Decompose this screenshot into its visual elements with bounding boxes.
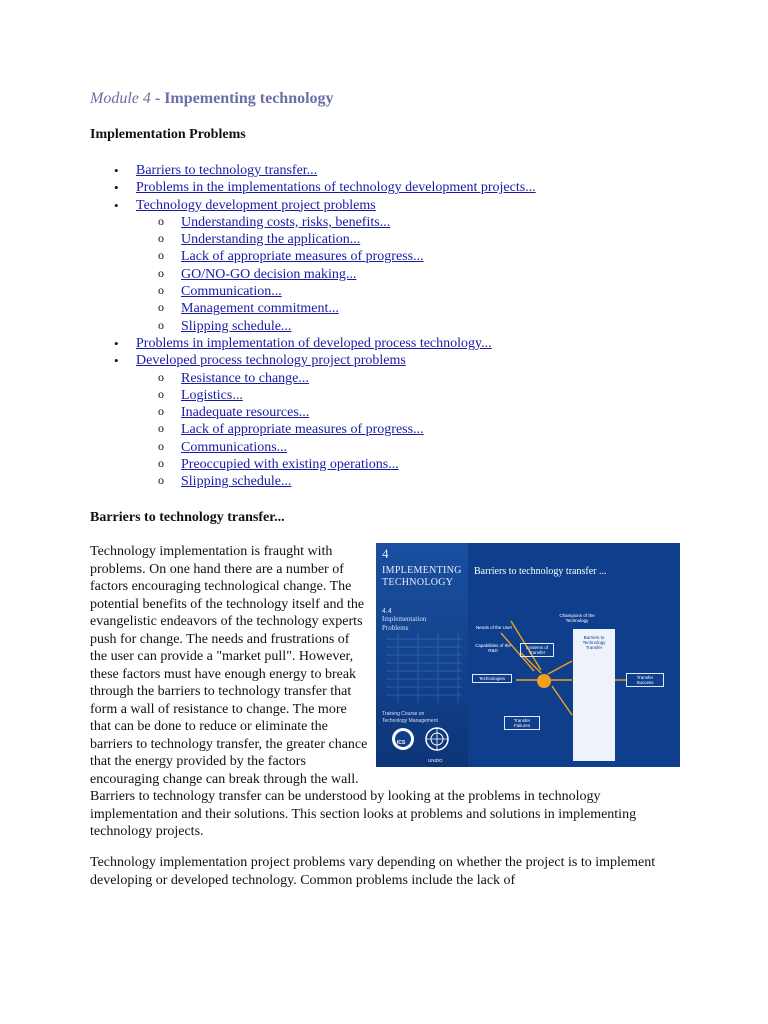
title-separator: - [150, 90, 165, 107]
sub-bullet-icon: o [158, 473, 164, 488]
sub-bullet-icon: o [158, 386, 164, 401]
toc-link[interactable]: Problems in the implementations of technology development projects... [136, 180, 536, 196]
toc-link[interactable]: Logistics... [181, 387, 243, 403]
sub-bullet-icon: o [158, 421, 164, 436]
slide-section-name-line1: Implementation [382, 615, 427, 623]
toc-link[interactable]: Slipping schedule... [181, 318, 292, 334]
paragraph-with-figure [90, 543, 680, 841]
ics-logo-text: ICS [397, 740, 406, 746]
node-capabilities: Capabilities of the R&D [475, 643, 511, 653]
toc-link[interactable]: Slipping schedule... [181, 474, 292, 490]
toc-link[interactable]: Communication... [181, 284, 282, 300]
toc-item [0, 439, 768, 456]
toc-link[interactable]: Developed process technology project problems [136, 353, 406, 369]
toc-item [0, 248, 768, 265]
toc-item [0, 214, 768, 231]
unido-logo-text: UNIDO [428, 758, 443, 763]
bullet-icon: • [114, 197, 119, 213]
sub-bullet-icon: o [158, 248, 164, 263]
toc-item [0, 231, 768, 248]
toc-item [0, 300, 768, 317]
sub-bullet-icon: o [158, 300, 164, 315]
title-text: Impementing technology [164, 90, 334, 107]
toc-item [0, 473, 768, 490]
energy-ball [537, 674, 551, 688]
paragraph-2: Technology implementation project problems vary depending on whether the project is to implement developing or developed technology. Common problems include the lack of [90, 855, 656, 888]
module-label: Module 4 [90, 90, 151, 107]
toc-link[interactable]: Barriers to technology transfer... [136, 163, 318, 178]
toc-link[interactable]: Problems in implementation of developed process technology... [136, 335, 492, 351]
toc-link[interactable]: Understanding the application... [181, 232, 361, 248]
slide-section-number: 4.4 [382, 608, 392, 615]
page-title [90, 90, 334, 108]
toc-item [0, 404, 768, 421]
toc-link[interactable]: GO/NO-GO decision making... [181, 266, 357, 282]
bullet-icon: • [114, 335, 119, 351]
slide-course-line2: Technology Management [382, 718, 438, 724]
bullet-icon: • [114, 180, 119, 196]
slide-heading-line1: IMPLEMENTING [382, 565, 462, 576]
slide-image [376, 543, 680, 767]
sub-bullet-icon: o [158, 369, 164, 384]
node-failures: Transfer Failures [504, 716, 540, 730]
toc-link[interactable]: Lack of appropriate measures of progress... [181, 249, 424, 265]
node-needs: Needs of the User [475, 625, 513, 630]
toc-item [0, 370, 768, 387]
bullet-icon: • [114, 353, 119, 369]
sub-bullet-icon: o [158, 231, 164, 246]
toc-item [0, 179, 768, 196]
toc-item [0, 456, 768, 473]
sub-bullet-icon: o [158, 283, 164, 298]
table-of-contents [0, 162, 768, 491]
slide-title: Barriers to technology transfer ... [474, 566, 607, 577]
toc-item [0, 387, 768, 404]
toc-link[interactable]: Management commitment... [181, 301, 339, 317]
sub-bullet-icon: o [158, 438, 164, 453]
slide-course-line1: Training Course on [382, 711, 425, 717]
sub-bullet-icon: o [158, 265, 164, 280]
bullet-icon: • [114, 163, 119, 178]
sub-bullet-icon: o [158, 317, 164, 332]
toc-item [0, 266, 768, 283]
slide-heading-line2: TECHNOLOGY [382, 577, 454, 588]
node-barriers: Barriers to Technology Transfer [582, 635, 606, 650]
slide-number: 4 [382, 546, 389, 561]
node-systems: Systems of Transfer [520, 643, 554, 657]
paragraph-1: Technology implementation is fraught with problems. On one hand there are a number of factors encouraging technological change. The potential benefits of the technology itself and the evangelistic endeavors of the technology experts push for change. The needs and frustrations of the user can provide a "market pull". However, these factors must have enough energy to break through the barriers to technology transfer that form a wall of resistance to change. The more that can be done to reduce or eliminate the barriers to technology transfer, the greater chance that the energy provided by the factors encouraging change can break through the wall. Barriers to technology transfer can be understood by looking at the problems in technology implementation and their solutions. This section looks at problems and solutions in implementing technology projects. [90, 544, 637, 839]
toc-link[interactable]: Communications... [181, 439, 288, 455]
node-success: Transfer Success [626, 673, 664, 687]
toc-item [0, 162, 768, 179]
slide-section-name-line2: Problems [382, 624, 409, 632]
toc-item [0, 283, 768, 300]
toc-link[interactable]: Understanding costs, risks, benefits... [181, 214, 391, 230]
toc-link[interactable]: Technology development project problems [136, 197, 376, 213]
slide-figure [376, 543, 680, 769]
section-heading: Implementation Problems [90, 127, 246, 142]
toc-item [0, 421, 768, 438]
sub-bullet-icon: o [158, 456, 164, 471]
toc-link[interactable]: Preoccupied with existing operations... [181, 457, 399, 473]
toc-item [0, 197, 768, 214]
toc-link[interactable]: Lack of appropriate measures of progress... [181, 422, 424, 438]
toc-item [0, 352, 768, 369]
sub-bullet-icon: o [158, 404, 164, 419]
node-champions: Champions of the Technology [559, 613, 595, 623]
subsection-heading: Barriers to technology transfer... [90, 510, 285, 525]
toc-item [0, 318, 768, 335]
toc-item [0, 335, 768, 352]
node-technologies: Technologies [472, 674, 512, 683]
toc-link[interactable]: Resistance to change... [181, 370, 309, 386]
toc-link[interactable]: Inadequate resources... [181, 405, 310, 421]
sub-bullet-icon: o [158, 213, 164, 228]
